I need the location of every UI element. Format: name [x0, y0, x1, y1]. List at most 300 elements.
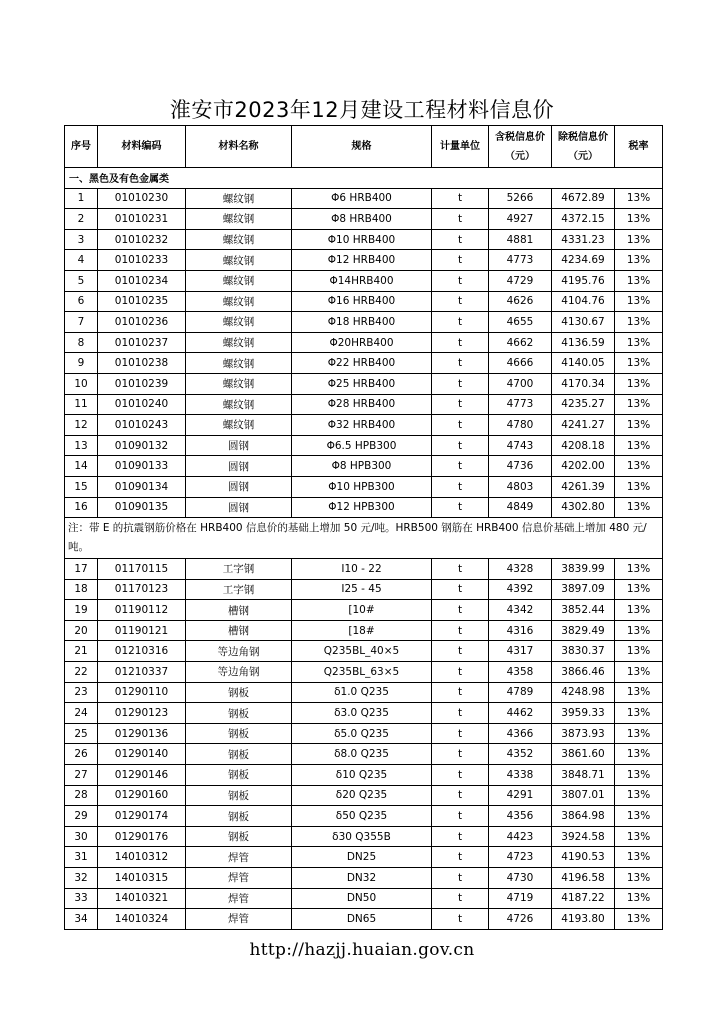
cell-no: 3 — [65, 229, 98, 250]
cell-name: 螺纹钢 — [186, 312, 292, 333]
cell-spec: Φ28 HRB400 — [292, 394, 432, 415]
cell-spec: Φ6.5 HPB300 — [292, 435, 432, 456]
cell-unit: t — [432, 229, 489, 250]
cell-no: 20 — [65, 620, 98, 641]
table-body-steel — [65, 559, 663, 930]
table-row — [65, 332, 663, 353]
table-row — [65, 497, 663, 518]
cell-price-tax: 4729 — [489, 270, 552, 291]
section-row — [65, 168, 663, 189]
cell-no: 26 — [65, 744, 98, 765]
page-title: 淮安市2023年12月建设工程材料信息价 — [169, 98, 555, 122]
cell-rate: 13% — [615, 868, 663, 889]
cell-rate: 13% — [615, 662, 663, 683]
section-label: 一、黑色及有色金属类 — [65, 168, 663, 189]
cell-price-tax: 4736 — [489, 456, 552, 477]
cell-no: 16 — [65, 497, 98, 518]
cell-no: 18 — [65, 579, 98, 600]
table-row — [65, 476, 663, 497]
table-row — [65, 456, 663, 477]
cell-price-tax: 4316 — [489, 620, 552, 641]
cell-spec: Φ12 HPB300 — [292, 497, 432, 518]
cell-unit: t — [432, 909, 489, 930]
cell-rate: 13% — [615, 415, 663, 436]
cell-price-tax: 4743 — [489, 435, 552, 456]
cell-price-notax: 4190.53 — [552, 847, 615, 868]
cell-price-notax: 3829.49 — [552, 620, 615, 641]
cell-spec: Φ18 HRB400 — [292, 312, 432, 333]
cell-no: 8 — [65, 332, 98, 353]
cell-price-notax: 3830.37 — [552, 641, 615, 662]
cell-spec: Φ25 HRB400 — [292, 373, 432, 394]
cell-name: 圆钢 — [186, 476, 292, 497]
cell-rate: 13% — [615, 559, 663, 580]
cell-unit: t — [432, 703, 489, 724]
cell-spec: I25 - 45 — [292, 579, 432, 600]
table-row — [65, 579, 663, 600]
table-row — [65, 723, 663, 744]
table-row — [65, 868, 663, 889]
cell-spec: Φ8 HRB400 — [292, 209, 432, 230]
cell-price-tax: 4730 — [489, 868, 552, 889]
cell-spec: [10# — [292, 600, 432, 621]
table-row — [65, 662, 663, 683]
cell-unit: t — [432, 600, 489, 621]
cell-rate: 13% — [615, 250, 663, 271]
cell-name: 焊管 — [186, 868, 292, 889]
cell-price-notax: 4202.00 — [552, 456, 615, 477]
cell-code: 01010235 — [98, 291, 186, 312]
table-row — [65, 188, 663, 209]
cell-rate: 13% — [615, 765, 663, 786]
cell-spec: Φ10 HRB400 — [292, 229, 432, 250]
table-header-row — [65, 126, 663, 168]
cell-code: 14010321 — [98, 888, 186, 909]
cell-spec: δ3.0 Q235 — [292, 703, 432, 724]
cell-price-notax: 3861.60 — [552, 744, 615, 765]
table-row — [65, 435, 663, 456]
cell-price-tax: 4356 — [489, 806, 552, 827]
cell-no: 5 — [65, 270, 98, 291]
table-row — [65, 373, 663, 394]
cell-spec: δ10 Q235 — [292, 765, 432, 786]
cell-unit: t — [432, 332, 489, 353]
cell-spec: Q235BL_63×5 — [292, 662, 432, 683]
cell-no: 19 — [65, 600, 98, 621]
cell-code: 01190112 — [98, 600, 186, 621]
cell-spec: Φ6 HRB400 — [292, 188, 432, 209]
cell-code: 01010238 — [98, 353, 186, 374]
cell-name: 螺纹钢 — [186, 209, 292, 230]
cell-no: 32 — [65, 868, 98, 889]
cell-code: 01210316 — [98, 641, 186, 662]
cell-spec: DN50 — [292, 888, 432, 909]
header-price-tax: 含税信息价（元） — [489, 126, 552, 168]
table-body-rebar — [65, 168, 663, 518]
cell-no: 4 — [65, 250, 98, 271]
cell-rate: 13% — [615, 291, 663, 312]
cell-spec: Φ12 HRB400 — [292, 250, 432, 271]
cell-price-notax: 3924.58 — [552, 826, 615, 847]
cell-price-notax: 4235.27 — [552, 394, 615, 415]
cell-no: 11 — [65, 394, 98, 415]
cell-price-notax: 4241.27 — [552, 415, 615, 436]
table-row — [65, 209, 663, 230]
cell-name: 钢板 — [186, 682, 292, 703]
table-row — [65, 600, 663, 621]
cell-price-tax: 4662 — [489, 332, 552, 353]
cell-name: 钢板 — [186, 744, 292, 765]
cell-spec: Q235BL_40×5 — [292, 641, 432, 662]
cell-no: 6 — [65, 291, 98, 312]
cell-code: 01090132 — [98, 435, 186, 456]
cell-rate: 13% — [615, 806, 663, 827]
cell-unit: t — [432, 476, 489, 497]
cell-price-notax: 4104.76 — [552, 291, 615, 312]
header-rate: 税率 — [615, 126, 663, 168]
cell-price-tax: 4927 — [489, 209, 552, 230]
table-note-body — [65, 518, 663, 559]
cell-name: 工字钢 — [186, 579, 292, 600]
cell-unit: t — [432, 682, 489, 703]
cell-unit: t — [432, 456, 489, 477]
cell-rate: 13% — [615, 744, 663, 765]
cell-unit: t — [432, 723, 489, 744]
table-row — [65, 559, 663, 580]
cell-code: 01170123 — [98, 579, 186, 600]
cell-rate: 13% — [615, 641, 663, 662]
cell-price-tax: 4655 — [489, 312, 552, 333]
cell-rate: 13% — [615, 723, 663, 744]
cell-rate: 13% — [615, 373, 663, 394]
cell-spec: Φ14HRB400 — [292, 270, 432, 291]
cell-code: 01290160 — [98, 785, 186, 806]
cell-rate: 13% — [615, 620, 663, 641]
cell-no: 7 — [65, 312, 98, 333]
cell-price-tax: 4317 — [489, 641, 552, 662]
cell-price-tax: 4723 — [489, 847, 552, 868]
cell-spec: Φ10 HPB300 — [292, 476, 432, 497]
cell-price-notax: 4672.89 — [552, 188, 615, 209]
cell-name: 圆钢 — [186, 435, 292, 456]
cell-name: 螺纹钢 — [186, 270, 292, 291]
cell-price-notax: 4302.80 — [552, 497, 615, 518]
cell-price-tax: 4849 — [489, 497, 552, 518]
cell-no: 34 — [65, 909, 98, 930]
cell-unit: t — [432, 270, 489, 291]
cell-price-tax: 4780 — [489, 415, 552, 436]
cell-price-notax: 3848.71 — [552, 765, 615, 786]
cell-price-tax: 4366 — [489, 723, 552, 744]
cell-name: 钢板 — [186, 723, 292, 744]
cell-no: 12 — [65, 415, 98, 436]
cell-name: 钢板 — [186, 826, 292, 847]
cell-unit: t — [432, 868, 489, 889]
cell-price-notax: 4261.39 — [552, 476, 615, 497]
cell-rate: 13% — [615, 312, 663, 333]
cell-code: 01010231 — [98, 209, 186, 230]
table-row — [65, 785, 663, 806]
table-row — [65, 682, 663, 703]
note-text: 注：带 E 的抗震钢筋价格在 HRB400 信息价的基础上增加 50 元/吨。HRB500 钢筋在 HRB400 信息价基础上增加 480 元/吨。 — [65, 518, 663, 559]
cell-price-tax: 4803 — [489, 476, 552, 497]
cell-price-notax: 4331.23 — [552, 229, 615, 250]
cell-rate: 13% — [615, 188, 663, 209]
cell-price-notax: 4372.15 — [552, 209, 615, 230]
cell-name: 焊管 — [186, 847, 292, 868]
table-row — [65, 909, 663, 930]
price-table — [64, 125, 663, 930]
cell-unit: t — [432, 312, 489, 333]
cell-no: 1 — [65, 188, 98, 209]
cell-no: 24 — [65, 703, 98, 724]
table-row — [65, 744, 663, 765]
cell-spec: δ8.0 Q235 — [292, 744, 432, 765]
footer-url: http://hazjj.huaian.gov.cn — [249, 940, 475, 960]
cell-code: 01290136 — [98, 723, 186, 744]
cell-code: 01090135 — [98, 497, 186, 518]
cell-code: 01090133 — [98, 456, 186, 477]
cell-name: 等边角钢 — [186, 662, 292, 683]
cell-unit: t — [432, 888, 489, 909]
cell-price-notax: 4208.18 — [552, 435, 615, 456]
cell-code: 01290140 — [98, 744, 186, 765]
cell-name: 槽钢 — [186, 620, 292, 641]
cell-name: 螺纹钢 — [186, 353, 292, 374]
cell-no: 10 — [65, 373, 98, 394]
cell-price-notax: 3866.46 — [552, 662, 615, 683]
cell-unit: t — [432, 291, 489, 312]
cell-code: 01290123 — [98, 703, 186, 724]
cell-no: 21 — [65, 641, 98, 662]
cell-code: 01210337 — [98, 662, 186, 683]
table-row — [65, 826, 663, 847]
cell-name: 螺纹钢 — [186, 332, 292, 353]
cell-code: 01290146 — [98, 765, 186, 786]
cell-name: 等边角钢 — [186, 641, 292, 662]
cell-unit: t — [432, 620, 489, 641]
cell-price-tax: 4291 — [489, 785, 552, 806]
header-spec: 规格 — [292, 126, 432, 168]
cell-no: 13 — [65, 435, 98, 456]
table-row — [65, 229, 663, 250]
cell-price-tax: 4773 — [489, 250, 552, 271]
cell-price-notax: 3839.99 — [552, 559, 615, 580]
cell-price-tax: 4352 — [489, 744, 552, 765]
cell-code: 01010243 — [98, 415, 186, 436]
cell-no: 17 — [65, 559, 98, 580]
table-row — [65, 641, 663, 662]
table-row — [65, 312, 663, 333]
cell-price-tax: 4392 — [489, 579, 552, 600]
header-no: 序号 — [65, 126, 98, 168]
cell-code: 14010312 — [98, 847, 186, 868]
cell-price-tax: 4626 — [489, 291, 552, 312]
table-row — [65, 270, 663, 291]
table-row — [65, 847, 663, 868]
cell-name: 螺纹钢 — [186, 394, 292, 415]
table-row — [65, 703, 663, 724]
cell-name: 螺纹钢 — [186, 229, 292, 250]
cell-rate: 13% — [615, 456, 663, 477]
cell-price-notax: 4187.22 — [552, 888, 615, 909]
cell-no: 25 — [65, 723, 98, 744]
header-name: 材料名称 — [186, 126, 292, 168]
cell-spec: DN65 — [292, 909, 432, 930]
cell-unit: t — [432, 785, 489, 806]
cell-price-tax: 5266 — [489, 188, 552, 209]
cell-no: 9 — [65, 353, 98, 374]
cell-name: 钢板 — [186, 765, 292, 786]
cell-name: 螺纹钢 — [186, 291, 292, 312]
cell-price-notax: 4170.34 — [552, 373, 615, 394]
cell-unit: t — [432, 662, 489, 683]
cell-no: 33 — [65, 888, 98, 909]
cell-price-tax: 4666 — [489, 353, 552, 374]
header-unit: 计量单位 — [432, 126, 489, 168]
cell-code: 01290174 — [98, 806, 186, 827]
cell-name: 槽钢 — [186, 600, 292, 621]
cell-name: 焊管 — [186, 888, 292, 909]
cell-code: 01290110 — [98, 682, 186, 703]
cell-rate: 13% — [615, 476, 663, 497]
cell-no: 14 — [65, 456, 98, 477]
cell-no: 22 — [65, 662, 98, 683]
cell-code: 01190121 — [98, 620, 186, 641]
cell-no: 23 — [65, 682, 98, 703]
cell-price-tax: 4342 — [489, 600, 552, 621]
cell-no: 31 — [65, 847, 98, 868]
cell-price-notax: 3852.44 — [552, 600, 615, 621]
cell-code: 01010234 — [98, 270, 186, 291]
cell-price-notax: 4195.76 — [552, 270, 615, 291]
cell-unit: t — [432, 209, 489, 230]
cell-unit: t — [432, 415, 489, 436]
cell-unit: t — [432, 806, 489, 827]
cell-unit: t — [432, 497, 489, 518]
cell-code: 01010236 — [98, 312, 186, 333]
cell-no: 15 — [65, 476, 98, 497]
cell-rate: 13% — [615, 579, 663, 600]
cell-no: 28 — [65, 785, 98, 806]
cell-spec: Φ20HRB400 — [292, 332, 432, 353]
cell-price-tax: 4338 — [489, 765, 552, 786]
cell-code: 01090134 — [98, 476, 186, 497]
cell-code: 01290176 — [98, 826, 186, 847]
cell-price-notax: 3959.33 — [552, 703, 615, 724]
cell-rate: 13% — [615, 600, 663, 621]
cell-price-tax: 4719 — [489, 888, 552, 909]
cell-price-notax: 4196.58 — [552, 868, 615, 889]
cell-unit: t — [432, 826, 489, 847]
cell-unit: t — [432, 765, 489, 786]
cell-no: 29 — [65, 806, 98, 827]
cell-price-notax: 3897.09 — [552, 579, 615, 600]
cell-spec: Φ32 HRB400 — [292, 415, 432, 436]
cell-rate: 13% — [615, 332, 663, 353]
cell-unit: t — [432, 353, 489, 374]
cell-price-tax: 4423 — [489, 826, 552, 847]
cell-code: 01010233 — [98, 250, 186, 271]
table-row — [65, 353, 663, 374]
cell-price-notax: 4248.98 — [552, 682, 615, 703]
cell-unit: t — [432, 641, 489, 662]
cell-price-tax: 4773 — [489, 394, 552, 415]
cell-name: 圆钢 — [186, 456, 292, 477]
cell-code: 01170115 — [98, 559, 186, 580]
cell-rate: 13% — [615, 847, 663, 868]
cell-name: 螺纹钢 — [186, 373, 292, 394]
header-price-notax: 除税信息价（元） — [552, 126, 615, 168]
cell-price-tax: 4462 — [489, 703, 552, 724]
cell-spec: δ30 Q355B — [292, 826, 432, 847]
cell-code: 14010315 — [98, 868, 186, 889]
cell-rate: 13% — [615, 826, 663, 847]
cell-price-notax: 4193.80 — [552, 909, 615, 930]
note-row — [65, 518, 663, 559]
cell-rate: 13% — [615, 682, 663, 703]
cell-unit: t — [432, 373, 489, 394]
cell-price-notax: 4140.05 — [552, 353, 615, 374]
cell-name: 螺纹钢 — [186, 250, 292, 271]
table-row — [65, 291, 663, 312]
cell-unit: t — [432, 435, 489, 456]
cell-unit: t — [432, 559, 489, 580]
cell-code: 01010239 — [98, 373, 186, 394]
table-row — [65, 620, 663, 641]
cell-rate: 13% — [615, 703, 663, 724]
table-row — [65, 394, 663, 415]
cell-spec: δ5.0 Q235 — [292, 723, 432, 744]
cell-no: 2 — [65, 209, 98, 230]
cell-name: 螺纹钢 — [186, 188, 292, 209]
cell-code: 01010237 — [98, 332, 186, 353]
cell-rate: 13% — [615, 353, 663, 374]
cell-rate: 13% — [615, 497, 663, 518]
cell-name: 钢板 — [186, 703, 292, 724]
cell-rate: 13% — [615, 888, 663, 909]
cell-rate: 13% — [615, 435, 663, 456]
cell-rate: 13% — [615, 394, 663, 415]
cell-spec: Φ8 HPB300 — [292, 456, 432, 477]
cell-code: 01010232 — [98, 229, 186, 250]
cell-unit: t — [432, 744, 489, 765]
cell-unit: t — [432, 579, 489, 600]
cell-spec: DN32 — [292, 868, 432, 889]
table-row — [65, 415, 663, 436]
cell-code: 01010240 — [98, 394, 186, 415]
table-row — [65, 888, 663, 909]
cell-rate: 13% — [615, 785, 663, 806]
cell-code: 01010230 — [98, 188, 186, 209]
cell-spec: δ20 Q235 — [292, 785, 432, 806]
cell-rate: 13% — [615, 209, 663, 230]
cell-name: 钢板 — [186, 806, 292, 827]
cell-price-tax: 4358 — [489, 662, 552, 683]
cell-rate: 13% — [615, 229, 663, 250]
cell-price-tax: 4726 — [489, 909, 552, 930]
cell-code: 14010324 — [98, 909, 186, 930]
cell-spec: δ50 Q235 — [292, 806, 432, 827]
cell-price-notax: 4130.67 — [552, 312, 615, 333]
cell-rate: 13% — [615, 270, 663, 291]
cell-price-notax: 4234.69 — [552, 250, 615, 271]
cell-no: 30 — [65, 826, 98, 847]
cell-name: 工字钢 — [186, 559, 292, 580]
cell-spec: [18# — [292, 620, 432, 641]
cell-price-notax: 4136.59 — [552, 332, 615, 353]
cell-unit: t — [432, 250, 489, 271]
